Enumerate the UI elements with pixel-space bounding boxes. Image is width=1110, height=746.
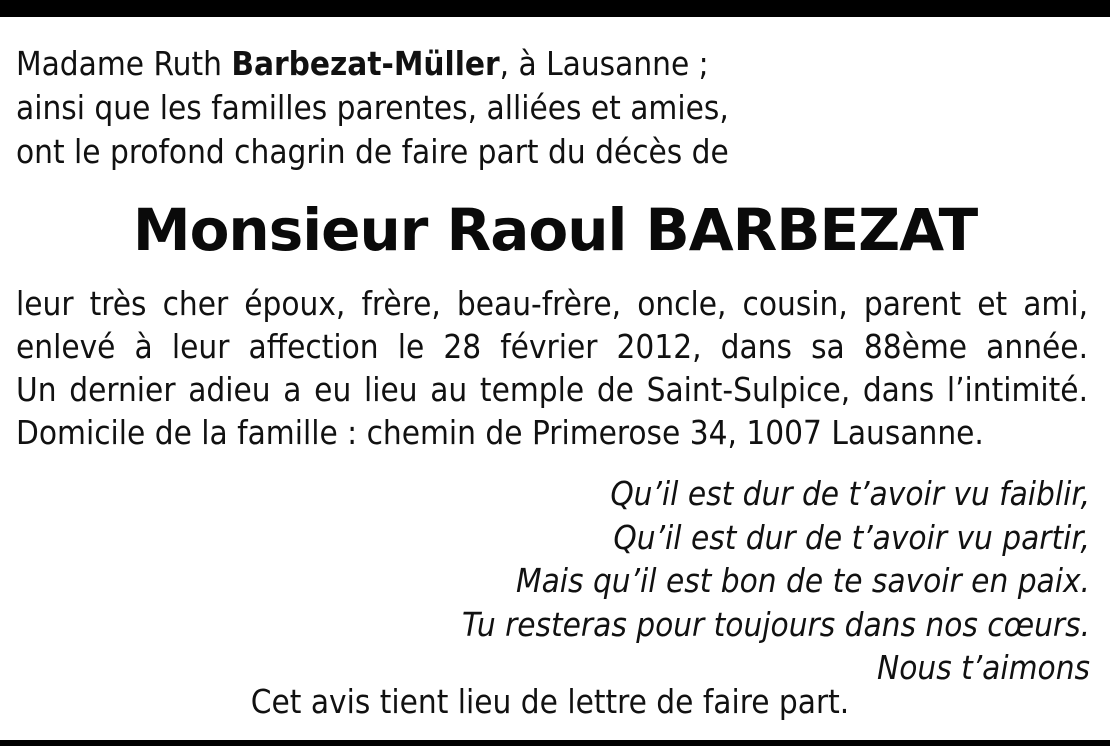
intro-line-1-prefix: Madame Ruth [16, 44, 232, 83]
poem-line-4: Tu resteras pour toujours dans nos cœurs. [462, 604, 1090, 644]
body-line-4: Domicile de la famille : chemin de Primerose 34, 1007 Lausanne. [16, 413, 984, 452]
closing-note: Cet avis tient lieu de lettre de faire part. [250, 682, 850, 721]
intro-line-3: ont le profond chagrin de faire part du décès de [16, 132, 729, 171]
poem-line-5: Nous t’aimons [877, 648, 1090, 687]
top-border [0, 0, 1110, 17]
body-line-1: leur très cher époux, frère, beau-frère, oncle, cousin, parent et ami, [16, 284, 1088, 323]
announcers-block [16, 42, 1096, 174]
bottom-border [0, 740, 1110, 746]
memorial-poem [390, 472, 1090, 690]
deceased-name: Monsieur Raoul BARBEZAT [132, 196, 978, 264]
poem-line-1: Qu’il est dur de t’avoir vu faiblir, [610, 474, 1090, 513]
poem-line-3: Mais qu’il est bon de te savoir en paix. [516, 561, 1090, 600]
body-line-3: Un dernier adieu a eu lieu au temple de Saint-Sulpice, dans l’intimité. [16, 370, 1088, 409]
widow-surname: Barbezat-Müller [231, 44, 500, 83]
poem-line-2: Qu’il est dur de t’avoir vu partir, [613, 517, 1090, 557]
intro-line-2: ainsi que les familles parentes, alliées et amies, [16, 88, 729, 127]
notice-body [16, 282, 1088, 454]
intro-line-1 [16, 42, 1096, 86]
intro-line-1-suffix: , à Lausanne ; [499, 44, 709, 83]
body-line-2: enlevé à leur affection le 28 février 2012, dans sa 88ème année. [16, 327, 1088, 366]
